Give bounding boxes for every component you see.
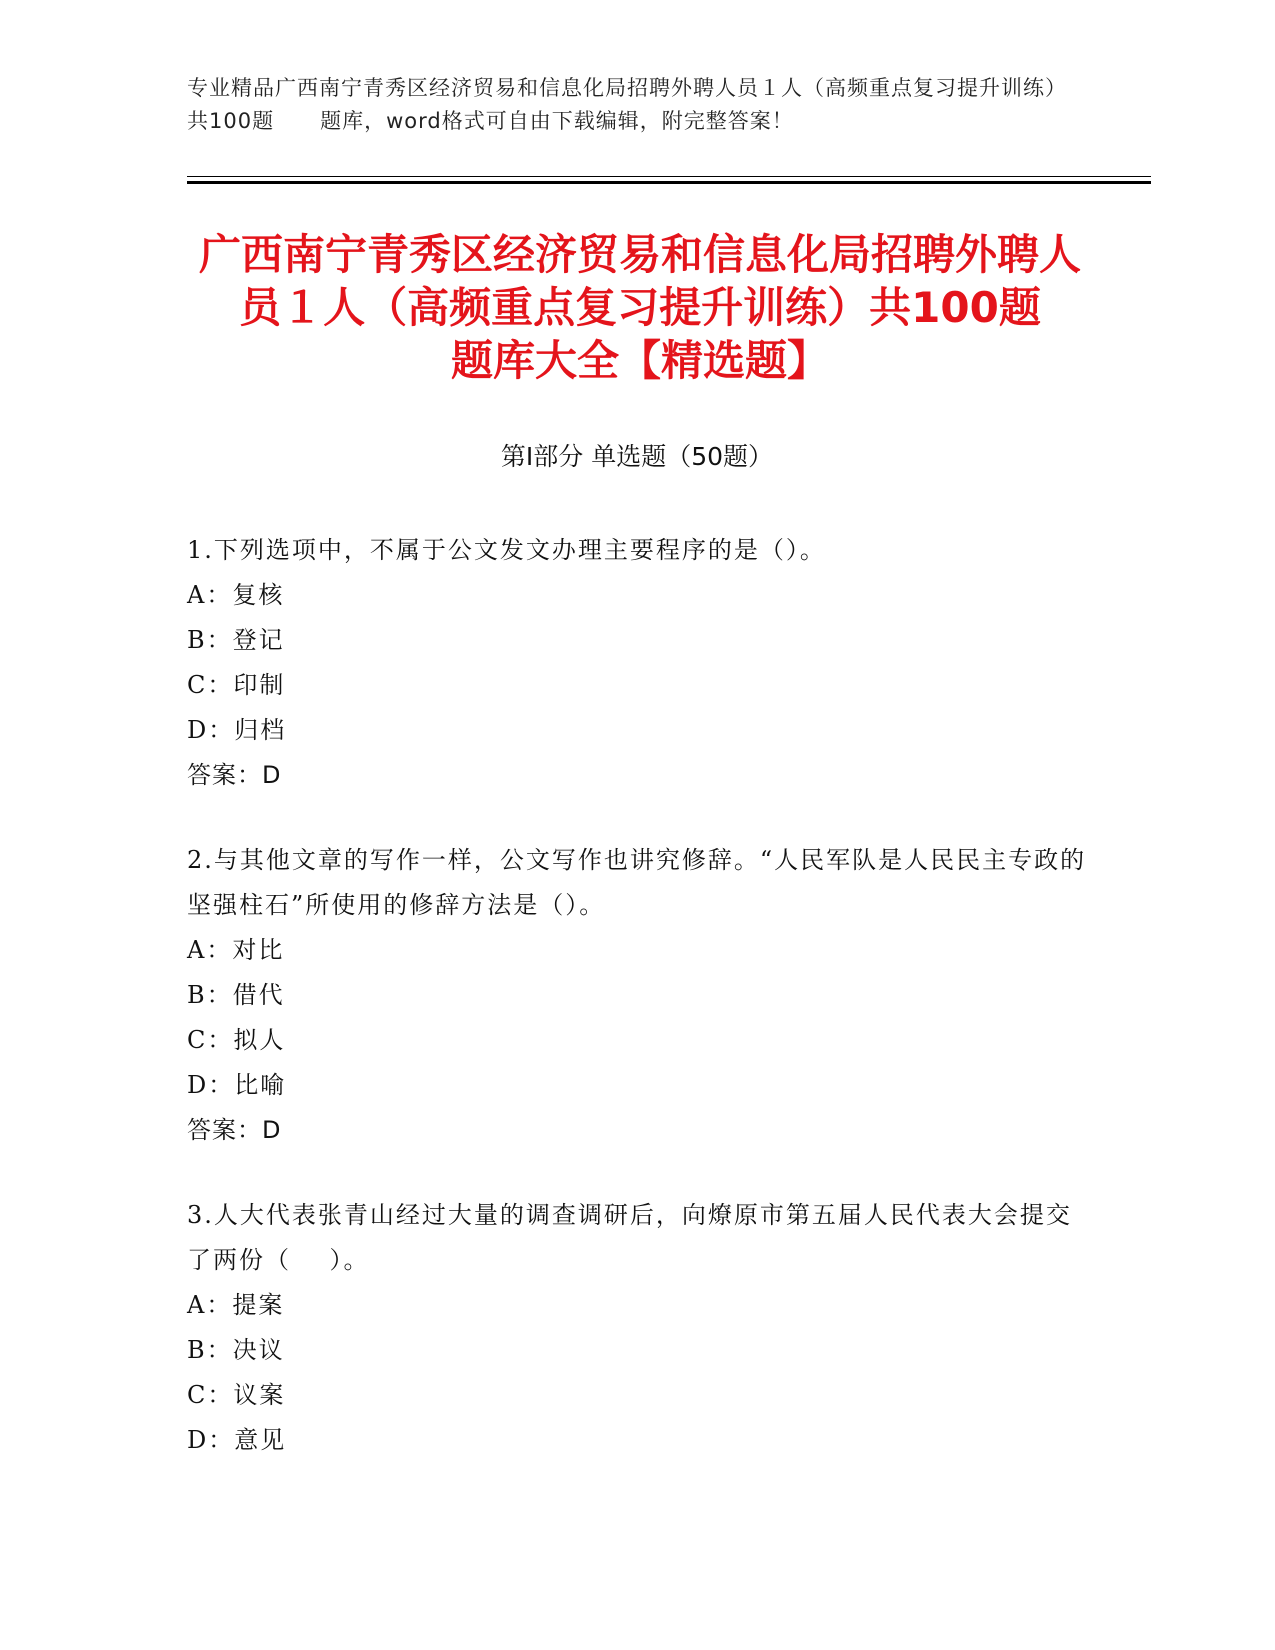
question-item bbox=[187, 1193, 1087, 1463]
option-c: C：议案 bbox=[187, 1381, 286, 1409]
option-b: B：登记 bbox=[187, 626, 285, 654]
option-b: B：决议 bbox=[187, 1336, 285, 1364]
question-stem: 3.人大代表张青山经过大量的调查调研后，向燎原市第五届人民代表大会提交了两份（ ）。 bbox=[187, 1201, 1072, 1274]
question-item bbox=[187, 838, 1087, 1153]
option-d: D：意见 bbox=[187, 1426, 287, 1454]
header-divider-thick bbox=[187, 181, 1151, 184]
option-c: C：印制 bbox=[187, 671, 286, 699]
option-a: A：复核 bbox=[187, 581, 285, 609]
question-stem: 2.与其他文章的写作一样，公文写作也讲究修辞。“人民军队是人民民主专政的坚强柱石”所使用的修辞方法是（）。 bbox=[187, 846, 1087, 919]
option-c: C：拟人 bbox=[187, 1026, 286, 1054]
section-heading: 第Ⅰ部分 单选题（50题） bbox=[500, 442, 774, 471]
answer-line: 答案：D bbox=[187, 761, 282, 789]
question-list bbox=[187, 528, 1087, 1503]
page-header: 专业精品广西南宁青秀区经济贸易和信息化局招聘外聘人员１人（高频重点复习提升训练）共100题 题库，word格式可自由下载编辑，附完整答案！ bbox=[187, 76, 1067, 133]
question-item bbox=[187, 528, 1087, 798]
option-d: D：比喻 bbox=[187, 1071, 287, 1099]
answer-line: 答案：D bbox=[187, 1116, 282, 1144]
document-title: 广西南宁青秀区经济贸易和信息化局招聘外聘人员１人（高频重点复习提升训练）共100题 题库大全【精选题】 bbox=[198, 230, 1144, 385]
option-a: A：提案 bbox=[187, 1291, 285, 1319]
option-d: D：归档 bbox=[187, 716, 287, 744]
header-divider-thin bbox=[187, 176, 1151, 177]
option-a: A：对比 bbox=[187, 936, 285, 964]
question-stem: 1.下列选项中，不属于公文发文办理主要程序的是（）。 bbox=[187, 536, 826, 564]
option-b: B：借代 bbox=[187, 981, 285, 1009]
